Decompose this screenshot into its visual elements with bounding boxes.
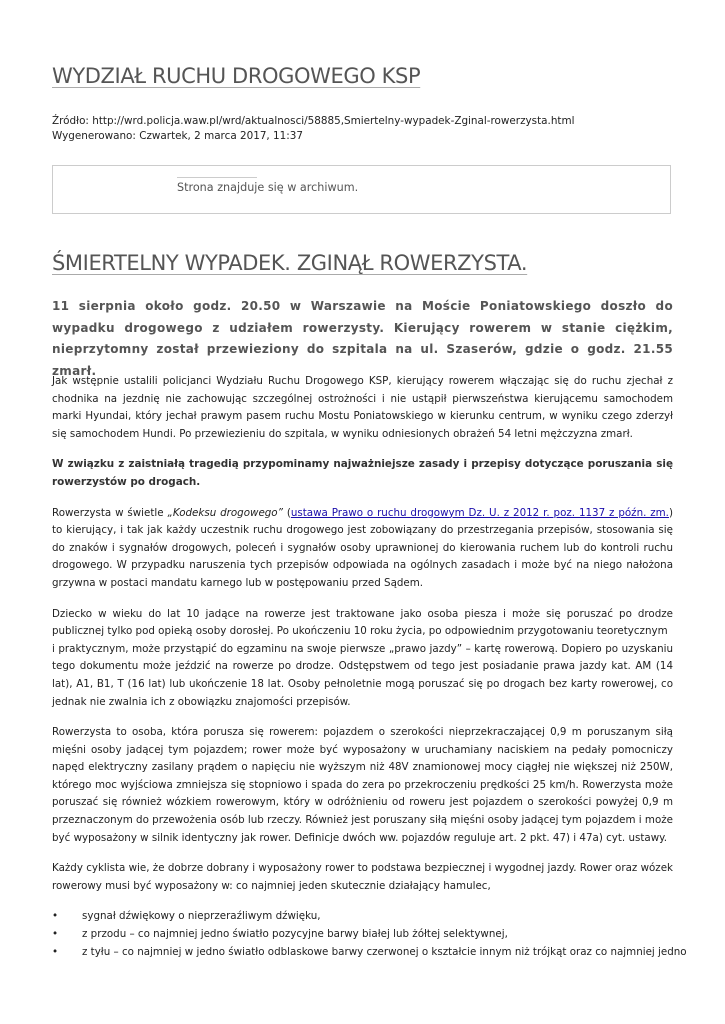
article-title: ŚMIERTELNY WYPADEK. ZGINĄŁ ROWERZYSTA. <box>52 251 528 275</box>
paragraph-accident: Jak wstępnie ustalili policjanci Wydziału Ruchu Drogowego KSP, kierujący rowerem włączając się do ruchu zjechał z chodnika na jezdnię nie zachowując szczególnej ostrożności i nie ustąpił pierwszeństwa kierującemu samochodem marki Hyundai, który jechał prawym pasem ruchu Mostu Poniatowskiego w kierunku centrum, w wyniku czego zderzył się samochodem Hundi. Po przewiezieniu do szpitala, w wyniku odniesionych obrażeń 54 letni mężczyzna zmarł. <box>52 375 673 440</box>
bullet-icon: • <box>52 910 59 923</box>
paragraph-cyclist-definition: Rowerzysta w świetle „Kodeksu drogowego” (ustawa Prawo o ruchu drogowym Dz. U. z 2012 r. poz. 1137 z późn. zm.) to kierujący, i tak jak każdy uczestnik ruchu drogowego jest zobowiązany do przestrzegania przepisów, stosowania się do znaków i sygnałów drogowych, poleceń i sygnałów osoby uprawnionej do kierowania ruchem lub do kontroli ruchu drogowego. W przypadku naruszenia tych przepisów odpowiada na ogólnych zasadach i może być na niego nałożona grzywna w postaci mandatu karnego lub w postępowaniu przed Sądem. <box>52 506 673 589</box>
law-link[interactable]: ustawa Prawo o ruchu drogowym Dz. U. z 2012 r. poz. 1137 z późn. zm. <box>290 506 669 519</box>
bullet-icon: • <box>52 928 59 941</box>
list-item: • z tyłu – co najmniej w jedno światło odblaskowe barwy czerwonej o kształcie innym niż trójkąt oraz co najmniej jedno <box>52 944 673 962</box>
paragraph-equipment: Każdy cyklista wie, że dobrze dobrany i wyposażony rower to podstawa bezpiecznej i wygodnej jazdy. Rower oraz wózek rowerowy musi być wyposażony w: co najmniej jeden skutecznie działający hamulec, <box>52 862 673 892</box>
article-lead: 11 sierpnia około godz. 20.50 w Warszawie na Moście Poniatowskiego doszło do wypadku drogowego z udziałem rowerzysty. Kierujący rowerem w stanie ciężkim, nieprzytomny został przewieziony do szpitala na ul. Szaserów, gdzie o godz. 21.55 zmarł. <box>52 299 673 378</box>
bullet-icon: • <box>52 945 59 958</box>
paragraph-children: Dziecko w wieku do lat 10 jadące na rowerze jest traktowane jako osoba piesza i może się poruszać po drodze publicznej tylko pod opieką osoby dorosłej. Po ukończeniu 10 roku życia, po odpowiednim przygotowaniu teoretycznym i praktycznym, może przystąpić do egzaminu na swoje pierwsze „prawo jazdy” – kartę rowerową. Dopiero po uzyskaniu tego dokumentu może jeździć na rowerze po drodze. Odstępstwem od tego jest posiadanie prawa jazdy kat. AM (14 lat), A1, B1, T (16 lat) lub ukończenie 18 lat. Osoby pełnoletnie mogą poruszać się po drogach bez karty rowerowej, co jednak nie zwalnia ich z obowiązku znajomości przepisów. <box>52 607 673 708</box>
article-body <box>52 373 687 961</box>
archive-divider <box>177 177 257 178</box>
site-title: WYDZIAŁ RUCHU DROGOWEGO KSP <box>52 64 421 88</box>
meta-info <box>52 114 575 144</box>
paragraph-bicycle-definition: Rowerzysta to osoba, która porusza się rowerem: pojazdem o szerokości nieprzekraczającej 0,9 m poruszanym siłą mięśni osoby jadącej tym pojazdem; rower może być wyposażony w uruchamiany naciskiem na pedały pomocniczy napęd elektryczny zasilany prądem o napięciu nie wyższym niż 48V znamionowej mocy ciągłej nie większej niż 250W, którego moc wyjściowa zmniejsza się stopniowo i spada do zera po przekroczeniu prędkości 25 km/h. Rowerzysta może poruszać się również wózkiem rowerowym, który w odróżnieniu od roweru jest pojazdem o szerokości powyżej 0,9 m przeznaczonym do przewożenia osób lub rzeczy. Również jest poruszany siłą mięśni osoby jadącej tym pojazdem i może być wyposażony w silnik identyczny jak rower. Definicje dwóch ww. pojazdów reguluje art. 2 pkt. 47) i 47a) cyt. ustawy. <box>52 726 673 844</box>
list-item: • z przodu – co najmniej jedno światło pozycyjne barwy białej lub żółtej selektywnej, <box>52 926 673 944</box>
paragraph-reminder: W związku z zaistniałą tragedią przypominamy najważniejsze zasady i przepisy dotyczące poruszania się rowerzystów po drogach. <box>52 458 673 488</box>
archive-notice <box>52 165 671 214</box>
list-item: • sygnał dźwiękowy o nieprzeraźliwym dźwięku, <box>52 908 673 926</box>
archive-message: Strona znajduje się w archiwum. <box>177 181 359 194</box>
source-line: Źródło: http://wrd.policja.waw.pl/wrd/aktualnosci/58885,Smiertelny-wypadek-Zginal-rowerzysta.html <box>52 115 575 127</box>
equipment-list <box>52 908 687 961</box>
code-reference: „Kodeksu drogowego” <box>167 506 283 519</box>
generated-line: Wygenerowano: Czwartek, 2 marca 2017, 11:37 <box>52 130 303 142</box>
